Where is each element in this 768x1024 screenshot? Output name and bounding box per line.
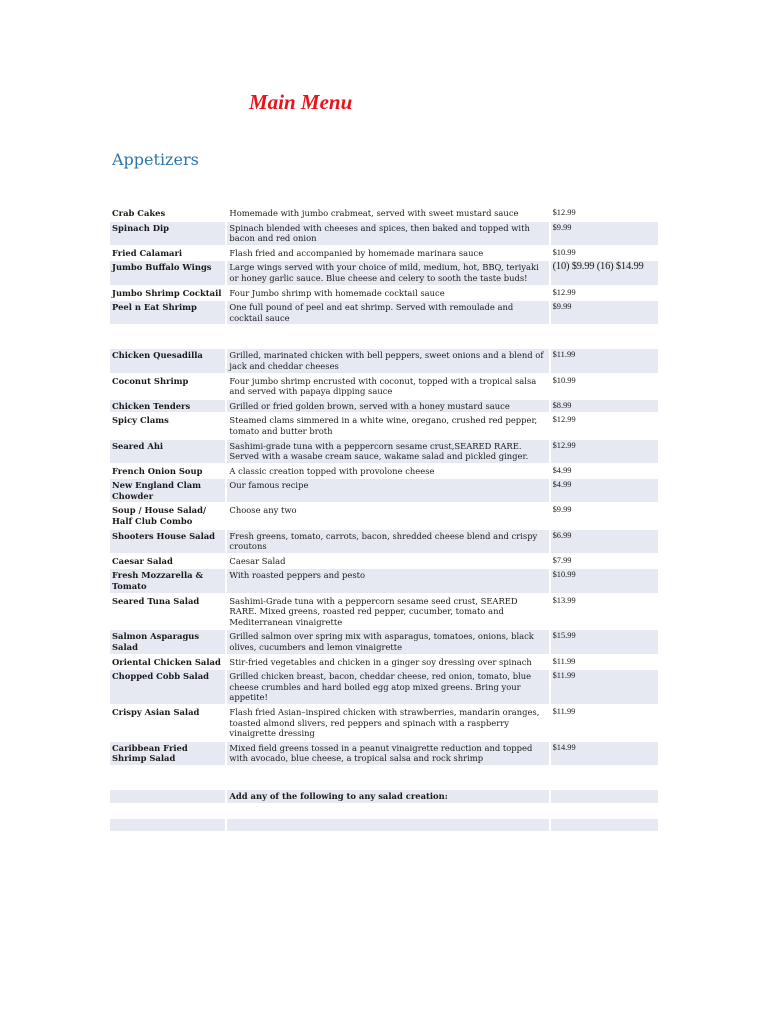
menu-row <box>110 595 658 629</box>
item-description: Steamed clams simmered in a white wine, oregano, crushed red pepper, tomato and butter broth <box>227 414 550 437</box>
menu-row <box>110 261 658 284</box>
item-price: $9.99 <box>552 505 572 515</box>
item-price: $8.99 <box>551 400 658 413</box>
item-name: New England Clam Chowder <box>110 479 227 502</box>
note-row <box>110 790 658 803</box>
item-description: Grilled, marinated chicken with bell peppers, sweet onions and a blend of jack and cheddar cheeses <box>227 349 550 372</box>
menu-row <box>110 465 658 478</box>
item-name: Spinach Dip <box>110 222 227 245</box>
item-description: Our famous recipe <box>227 479 550 502</box>
spacer-cell <box>110 805 227 817</box>
spacer-cell <box>551 326 658 347</box>
item-description: Grilled salmon over spring mix with asparagus, tomatoes, onions, black olives, cucumbers and lemon vinaigrette <box>227 630 550 653</box>
item-price: $12.99 <box>552 287 576 297</box>
item-price: (10) $9.99 (16) $14.99 <box>551 261 658 284</box>
item-name: Salmon Asparagus Salad <box>110 630 227 653</box>
item-price: $9.99 <box>551 222 658 245</box>
item-name: Seared Tuna Salad <box>110 595 227 629</box>
item-price: $13.99 <box>552 595 576 605</box>
item-name: Jumbo Shrimp Cocktail <box>110 287 227 300</box>
spacer-cell <box>227 805 550 817</box>
menu-row <box>110 504 658 527</box>
item-price: $15.99 <box>551 630 658 653</box>
item-description: Stir-fried vegetables and chicken in a ginger soy dressing over spinach <box>227 656 550 669</box>
item-description: Flash fried and accompanied by homemade marinara sauce <box>227 247 550 260</box>
item-description: Sashimi-Grade tuna with a peppercorn sesame seed crust, SEARED RARE. Mixed greens, roasted red pepper, cucumber, tomato and Mediterranean vinaigrette <box>227 595 550 629</box>
item-price: $10.99 <box>552 375 576 385</box>
spacer-row <box>110 326 658 347</box>
section-heading-appetizers: Appetizers <box>112 150 199 169</box>
item-description: Homemade with jumbo crabmeat, served with sweet mustard sauce <box>227 207 550 220</box>
item-price: $12.99 <box>552 208 576 217</box>
item-price: $10.99 <box>552 247 576 257</box>
item-name: Chicken Tenders <box>110 400 227 413</box>
spacer-cell <box>551 767 658 788</box>
item-price: $14.99 <box>551 742 658 765</box>
item-description: Grilled or fried golden brown, served with a honey mustard sauce <box>227 400 550 413</box>
menu-row <box>110 222 658 245</box>
item-description: Fresh greens, tomato, carrots, bacon, shredded cheese blend and crispy croutons <box>227 530 550 553</box>
item-price: $12.99 <box>551 440 658 463</box>
menu-row <box>110 301 658 324</box>
item-price: $4.99 <box>551 479 658 502</box>
item-name: Crab Cakes <box>110 207 227 220</box>
menu-row <box>110 349 658 372</box>
item-price: $11.99 <box>551 670 658 704</box>
menu-row <box>110 375 658 398</box>
page-title: Main Menu <box>249 90 353 114</box>
menu-row <box>110 555 658 568</box>
spacer-cell <box>110 326 227 347</box>
item-description: Choose any two <box>227 504 550 527</box>
spacer-cell <box>551 819 658 831</box>
spacer-cell <box>551 805 658 817</box>
item-description: With roasted peppers and pesto <box>227 569 550 592</box>
menu-row <box>110 479 658 502</box>
item-name: Spicy Clams <box>110 414 227 437</box>
item-price: $12.99 <box>552 415 576 425</box>
spacer-cell <box>110 790 227 803</box>
item-description: Flash fried Asian–inspired chicken with strawberries, mandarin oranges, toasted almond slivers, red peppers and spinach with a raspberry vinaigrette dressing <box>227 706 550 740</box>
spacer-cell <box>110 767 227 788</box>
spacer-cell <box>551 790 658 803</box>
menu-row <box>110 742 658 765</box>
item-name: Oriental Chicken Salad <box>110 656 227 669</box>
item-description: One full pound of peel and eat shrimp. Served with remoulade and cocktail sauce <box>227 301 550 324</box>
menu-row <box>110 247 658 260</box>
item-name: Coconut Shrimp <box>110 375 227 398</box>
item-description: Sashimi-grade tuna with a peppercorn sesame crust,SEARED RARE. Served with a wasabe cream sauce, wakame salad and pickled ginger. <box>227 440 550 463</box>
menu-row <box>110 656 658 669</box>
item-name: French Onion Soup <box>110 465 227 478</box>
item-name: Shooters House Salad <box>110 530 227 553</box>
item-description: Large wings served with your choice of mild, medium, hot, BBQ, teriyaki or honey garlic sauce. Blue cheese and celery to sooth the taste buds! <box>227 261 550 284</box>
item-description: Grilled chicken breast, bacon, cheddar cheese, red onion, tomato, blue cheese crumbles and hard boiled egg atop mixed greens. Bring your appetite! <box>227 670 550 704</box>
menu-row <box>110 207 658 220</box>
item-name: Peel n Eat Shrimp <box>110 301 227 324</box>
item-name: Caesar Salad <box>110 555 227 568</box>
menu-row <box>110 530 658 553</box>
item-price: $11.99 <box>552 706 576 716</box>
menu-row <box>110 706 658 740</box>
item-description: Mixed field greens tossed in a peanut vinaigrette reduction and topped with avocado, blue cheese, a tropical salsa and rock shrimp <box>227 742 550 765</box>
item-description: Spinach blended with cheeses and spices, then baked and topped with bacon and red onion <box>227 222 550 245</box>
item-price: $6.99 <box>551 530 658 553</box>
spacer-cell <box>110 819 227 831</box>
spacer-cell <box>227 767 550 788</box>
item-name: Soup / House Salad/ Half Club Combo <box>110 504 227 527</box>
item-price: $10.99 <box>551 569 658 592</box>
menu-row <box>110 569 658 592</box>
item-price: $9.99 <box>551 301 658 324</box>
menu-row <box>110 440 658 463</box>
menu-row <box>110 400 658 413</box>
item-name: Seared Ahi <box>110 440 227 463</box>
spacer-row <box>110 805 658 817</box>
item-name: Fresh Mozzarella & Tomato <box>110 569 227 592</box>
menu-table <box>110 205 658 833</box>
menu-row <box>110 287 658 300</box>
item-price: $7.99 <box>552 555 572 565</box>
item-price: $11.99 <box>552 656 576 666</box>
item-name: Fried Calamari <box>110 247 227 260</box>
item-description: Caesar Salad <box>227 555 550 568</box>
menu-row <box>110 414 658 437</box>
item-description: Four Jumbo shrimp with homemade cocktail sauce <box>227 287 550 300</box>
item-name: Caribbean Fried Shrimp Salad <box>110 742 227 765</box>
salad-addon-note: Add any of the following to any salad creation: <box>227 790 550 803</box>
spacer-row <box>110 767 658 788</box>
menu-row <box>110 630 658 653</box>
item-name: Chopped Cobb Salad <box>110 670 227 704</box>
item-description: A classic creation topped with provolone cheese <box>227 465 550 478</box>
spacer-cell <box>227 819 550 831</box>
item-price: $4.99 <box>552 465 572 475</box>
item-name: Jumbo Buffalo Wings <box>110 261 227 284</box>
item-name: Crispy Asian Salad <box>110 706 227 740</box>
menu-row <box>110 670 658 704</box>
item-name: Chicken Quesadilla <box>110 349 227 372</box>
spacer-row <box>110 819 658 831</box>
spacer-cell <box>227 326 550 347</box>
item-description: Four jumbo shrimp encrusted with coconut, topped with a tropical salsa and served with papaya dipping sauce <box>227 375 550 398</box>
item-price: $11.99 <box>551 349 658 372</box>
